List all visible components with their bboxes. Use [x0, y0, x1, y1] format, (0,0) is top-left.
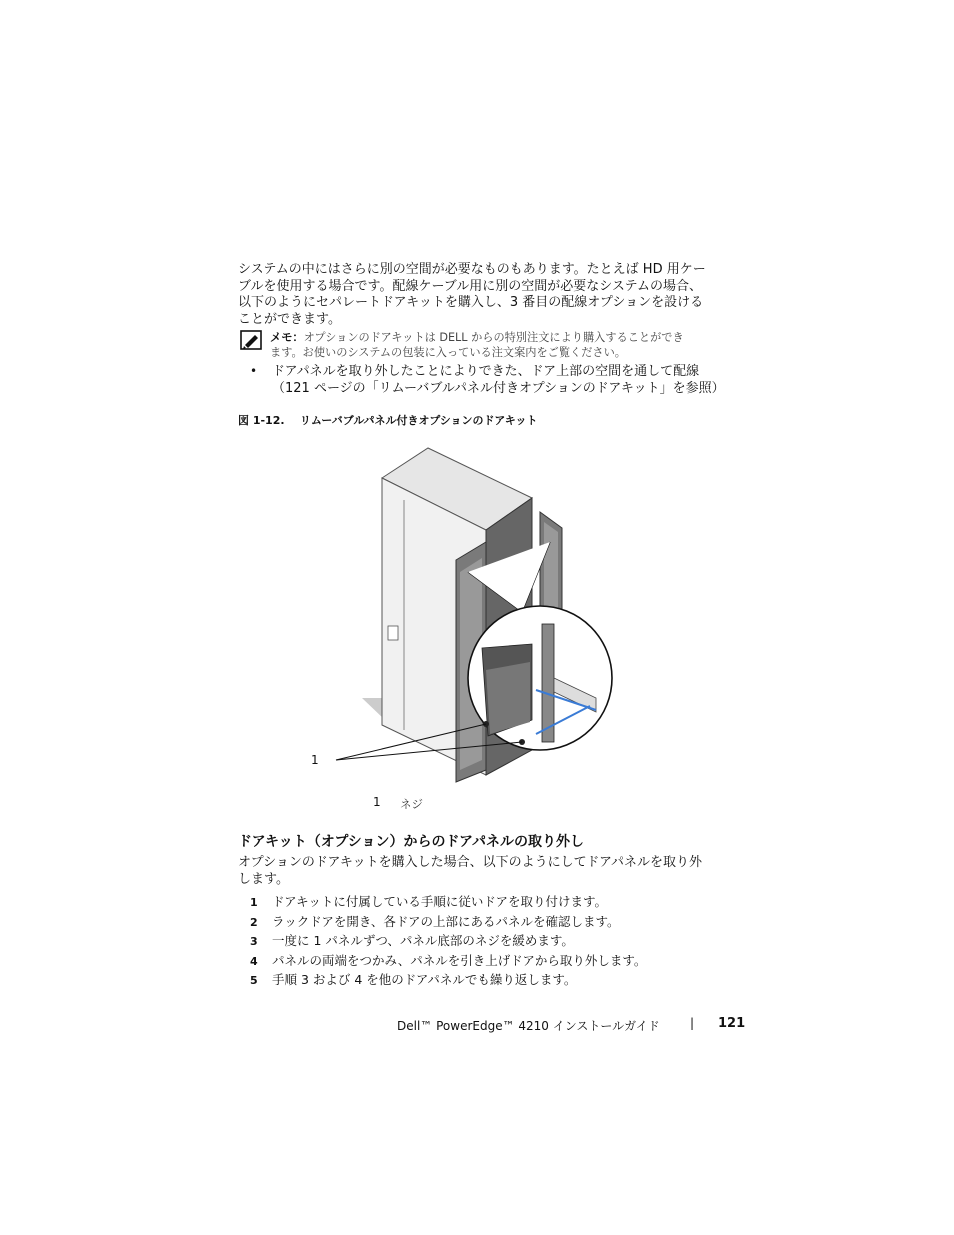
step-item	[250, 953, 750, 973]
section-intro-line: します。	[238, 871, 289, 887]
intro-line: 以下のようにセパレートドアキットを購入し、3 番目の配線オプションを設ける	[238, 295, 704, 310]
rack-door-kit-illustration	[300, 440, 620, 785]
legend-number: 1	[373, 795, 381, 809]
step-text: 一度に 1 パネルずつ、パネル底部のネジを緩めます。	[272, 933, 574, 948]
step-item	[250, 933, 750, 953]
note-line: オプションのドアキットは DELL からの特別注文により購入することができ	[303, 331, 684, 344]
intro-line: ことができます。	[238, 311, 341, 327]
figure-caption: 図 1-12. リムーバブルパネル付きオプションのドアキット	[238, 414, 538, 427]
step-number: 1	[250, 896, 258, 909]
step-list	[250, 894, 750, 992]
note-icon	[240, 330, 262, 350]
section-heading: ドアキット（オプション）からのドアパネルの取り外し	[238, 834, 584, 850]
bullet-line: （121 ページの「リムーバブルパネル付きオプションのドアキット」を参照）	[272, 381, 725, 396]
page-number: 121	[718, 1016, 746, 1031]
step-item	[250, 894, 750, 914]
step-number: 5	[250, 974, 258, 987]
step-number: 4	[250, 954, 258, 968]
legend-label: ネジ	[400, 797, 423, 811]
note-label: メモ：	[270, 331, 304, 344]
section-intro	[238, 855, 738, 888]
step-item	[250, 914, 750, 934]
footer-title: Dell™ PowerEdge™ 4210 インストールガイド	[397, 1019, 660, 1033]
intro-line: ブルを使用する場合です。配線ケーブル用に別の空間が必要なシステムの場合、	[238, 278, 702, 294]
step-text: ドアキットに付属している手順に従いドアを取り付けます。	[272, 894, 608, 909]
step-text: パネルの両端をつかみ、パネルを引き上げドアから取り外します。	[272, 952, 647, 968]
step-text: ラックドアを開き、各ドアの上部にあるパネルを確認します。	[272, 913, 620, 929]
intro-paragraph	[238, 262, 738, 328]
intro-line: システムの中にはさらに別の空間が必要なものもあります。たとえば HD 用ケー	[238, 262, 706, 277]
step-number: 2	[250, 915, 258, 929]
bullet-line: ドアパネルを取り外したことによりできた、ドア上部の空間を通して配線	[272, 364, 700, 379]
footer-separator: |	[690, 1016, 695, 1030]
step-text: 手順 3 および 4 を他のドアパネルでも繰り返します。	[272, 972, 577, 987]
step-item	[250, 972, 750, 992]
step-number: 3	[250, 935, 258, 948]
note-line: ます。お使いのシステムの包装に入っている注文案内をご覧ください。	[270, 346, 626, 359]
callout-number: 1	[311, 753, 319, 767]
bullet-marker: •	[250, 364, 258, 378]
note	[270, 330, 740, 360]
section-intro-line: オプションのドアキットを購入した場合、以下のようにしてドアパネルを取り外	[238, 855, 702, 870]
bullet-item	[272, 363, 752, 397]
